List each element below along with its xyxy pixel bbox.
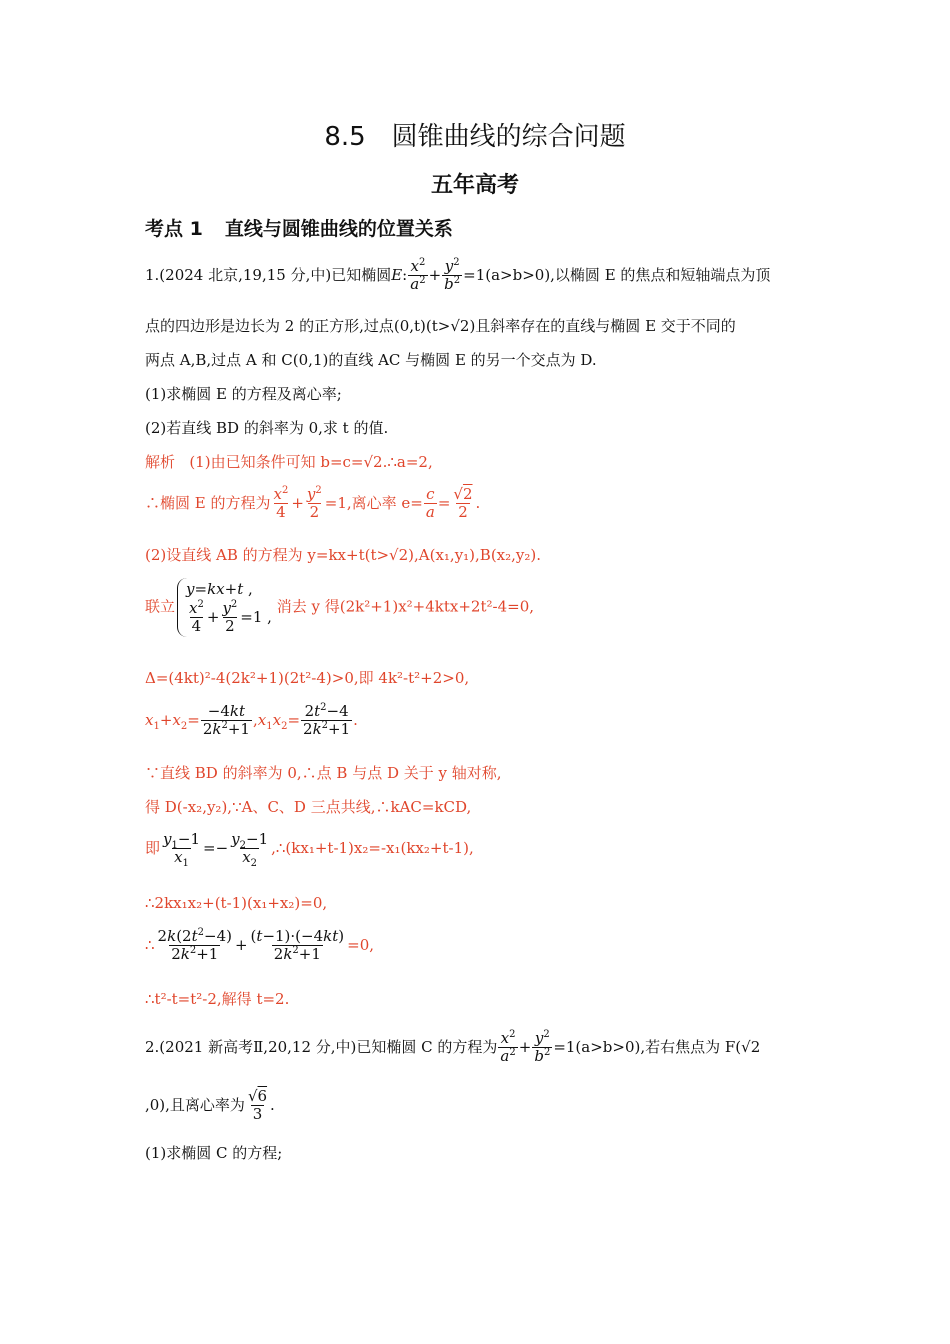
problem-1-line-3: 两点 A,B,过点 A 和 C(0,1)的直线 AC 与椭圆 E 的另一个交点为 D. bbox=[145, 351, 597, 369]
problem-1-line-2: 点的四边形是边长为 2 的正方形,过点(0,t)(t>√2)且斜率存在的直线与椭圆 E 交于不同的 bbox=[145, 317, 736, 335]
solution-line-1: 解析 (1)由已知条件可知 b=c=√2.∴a=2, bbox=[145, 453, 433, 471]
solution-line-8: 得 D(-x₂,y₂),∵A、C、D 三点共线,∴kAC=kCD, bbox=[145, 798, 472, 816]
solution-line-5: Δ=(4kt)²-4(2k²+1)(2t²-4)>0,即 4k²-t²+2>0, bbox=[145, 669, 470, 687]
problem-1-question-2: (2)若直线 BD 的斜率为 0,求 t 的值. bbox=[145, 419, 389, 437]
problem-1-question-1: (1)求椭圆 E 的方程及离心率; bbox=[145, 385, 342, 403]
solution-line-3: (2)设直线 AB 的方程为 y=kx+t(t>√2),A(x₁,y₁),B(x₂,y₂). bbox=[145, 546, 542, 564]
solution-line-12: ∴t²-t=t²-2,解得 t=2. bbox=[145, 990, 290, 1008]
solution-line-2: ∴椭圆 E 的方程为 $\frac{x^2}{4}$ + $\frac{y^2}{2}$ =1,离心率 e= $\frac{c}{a}$ = $\frac{√2}{2}$ . bbox=[145, 485, 481, 522]
problem-2-line-1: 2.(2021 新高考Ⅱ,20,12 分,中)已知椭圆 C 的方程为 $\frac{x^2}{a^2}$ + $\frac{y^2}{b^2}$ =1(a>b>0),若右焦点为 F(√2 bbox=[145, 1029, 761, 1066]
problem-2-line-2: ,0),且离心率为 $\frac{√6}{3}$ . bbox=[145, 1087, 275, 1124]
section-subtitle: 五年高考 bbox=[430, 173, 519, 198]
solution-line-9: 即 $\frac{y_1-1}{x_1}$ =− $\frac{y_2-1}{x_2}$ ,∴(kx₁+t-1)x₂=-x₁(kx₂+t-1), bbox=[145, 830, 474, 870]
problem-2-question-1: (1)求椭圆 C 的方程; bbox=[145, 1144, 283, 1162]
page-title: 8.5 圆锥曲线的综合问题 bbox=[324, 122, 626, 152]
solution-line-10: ∴2kx₁x₂+(t-1)(x₁+x₂)=0, bbox=[145, 894, 328, 912]
problem-1-line-1: 1.(2024 北京,19,15 分,中)已知椭圆E: $\frac{x^2}{a^2}$ + $\frac{y^2}{b^2}$ =1(a>b>0),以椭圆 E 的焦点和短轴端点为顶 bbox=[145, 257, 771, 294]
solution-line-11: ∴ $\frac{2k(2t^2-4)}{2k^2+1}$ + $\frac{(t-1)\cdot(-4kt)}{2k^2+1}$ =0, bbox=[145, 927, 375, 964]
solution-line-4: 联立 y=kx+t , $\frac{x^2}{4}$ + $\frac{y^2}{2}$ =1 , 消去 y 得(2k²+1)x²+4ktx+2t²-4=0, bbox=[145, 578, 534, 637]
solution-line-7: ∵直线 BD 的斜率为 0,∴点 B 与点 D 关于 y 轴对称, bbox=[145, 764, 502, 782]
solution-line-6: $x_1+x_2=$ $\frac{-4kt}{2k^2+1}$ $,x_1x_2=$ $\frac{2t^2-4}{2k^2+1}$ . bbox=[145, 702, 358, 739]
topic-heading: 考点 1 直线与圆锥曲线的位置关系 bbox=[145, 218, 453, 240]
